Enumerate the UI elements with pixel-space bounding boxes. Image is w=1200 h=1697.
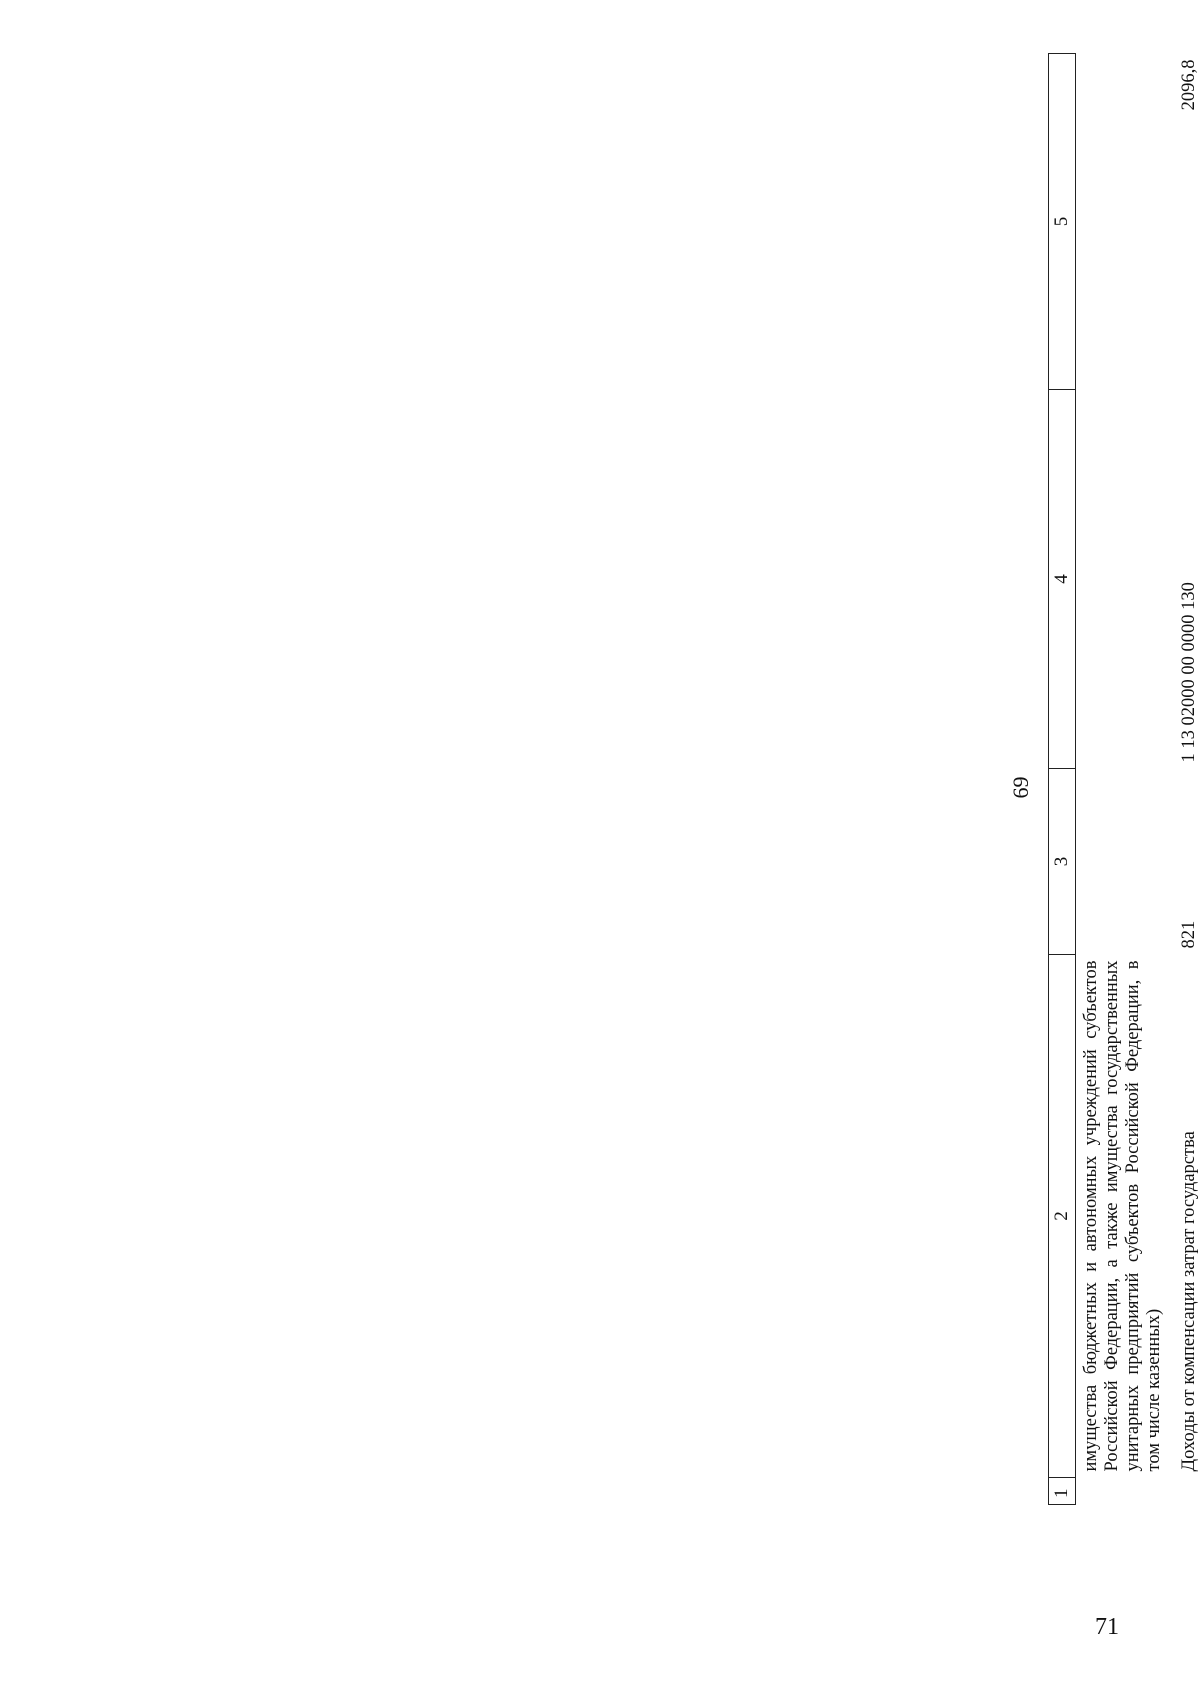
header-col-1: 1 xyxy=(1049,1478,1076,1505)
row-col-1 xyxy=(1076,1478,1175,1505)
row-budget-code: 1 13 02000 00 0000 130 xyxy=(1179,582,1199,763)
rotated-page xyxy=(930,50,1200,1525)
row-amount: 2096,8 xyxy=(1179,59,1199,111)
table-body xyxy=(1076,54,1200,1505)
row-description: имущества бюджетных и автономных учреждений субъектов Российской Федерации, а также имущества государственных унитарных предприятий субъектов Российской Федерации, в том числе казенных) xyxy=(1081,960,1164,1472)
revenue-table xyxy=(1048,53,1200,1505)
table-row xyxy=(1076,54,1175,1505)
row-admin-code: 821 xyxy=(1179,920,1199,949)
header-col-5: 5 xyxy=(1049,54,1076,390)
header-col-2: 2 xyxy=(1049,955,1076,1478)
row-col-1 xyxy=(1174,1478,1200,1505)
row-budget-code xyxy=(1076,390,1175,769)
row-admin-code xyxy=(1076,769,1175,955)
table-row xyxy=(1174,54,1200,1505)
page-number: 69 xyxy=(1008,776,1033,799)
header-col-3: 3 xyxy=(1049,769,1076,955)
table-header xyxy=(1049,54,1076,1505)
header-col-4: 4 xyxy=(1049,390,1076,769)
outer-page-number: 71 xyxy=(1095,1614,1119,1640)
row-amount xyxy=(1076,54,1175,390)
header-row xyxy=(1049,54,1076,1505)
row-description: Доходы от компенсации затрат государства xyxy=(1179,1131,1199,1472)
